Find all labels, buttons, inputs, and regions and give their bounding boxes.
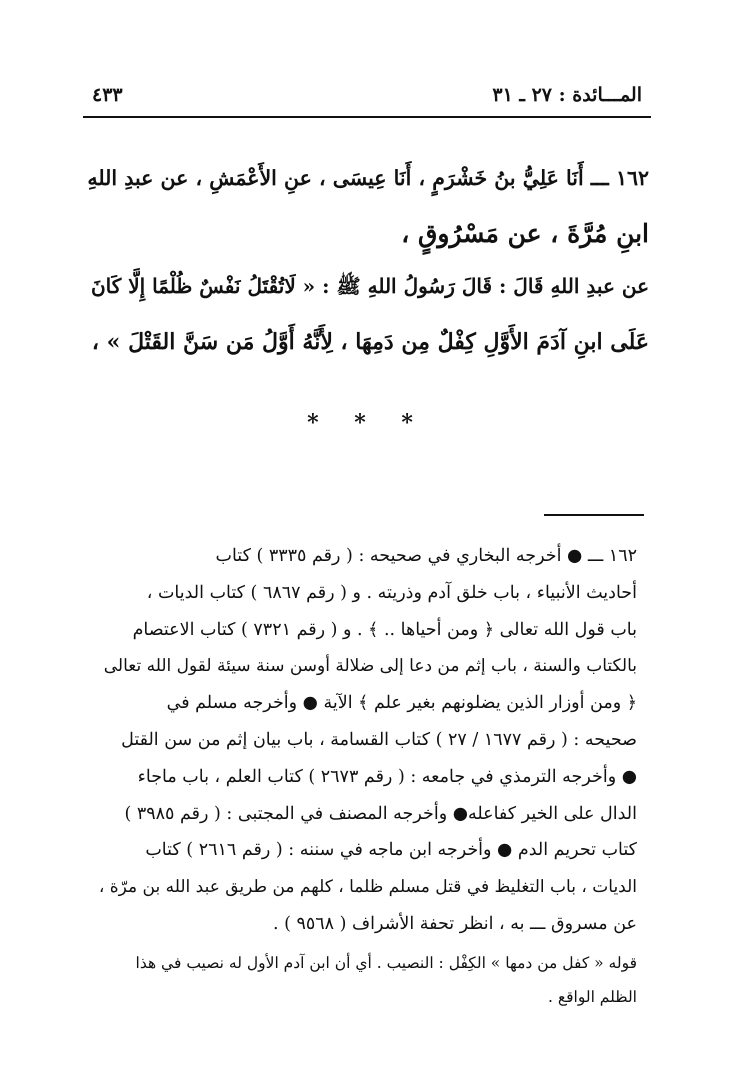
- matn-line: عن عبدِ اللهِ قَالَ : قَالَ رَسُولُ اللهِ ﷺ : « لَاتُقْتَلُ نَفْسٌ ظُلْمًا إِلَّا كَانَ: [90, 274, 649, 298]
- section-separator: * * *: [307, 410, 427, 436]
- footnote-line: ● وأخرجه الترمذي في جامعه : ( رقم ٢٦٧٣ ) كتاب العلم ، باب ماجاء: [137, 766, 637, 787]
- footnote-line: بالكتاب والسنة ، باب إثم من دعا إلى ضلالة أوسن سنة سيئة لقول الله تعالى: [103, 656, 637, 677]
- footnote-line: باب قول الله تعالى ﴿ ومن أحياها .. ﴾ . و ( رقم ٧٣٢١ ) كتاب الاعتصام: [132, 619, 637, 640]
- footnote-line: عن مسروق ـــ به ، انظر تحفة الأشراف ( ٩٥٦٨ ) .: [272, 913, 637, 934]
- footnote-rule: [544, 514, 644, 516]
- hadith-isnad: [82, 150, 649, 262]
- gloss-line: قوله « كفل من دمها » الكِفْل : النصيب . أي أن ابن آدم الأول له نصيب في هذا: [135, 954, 637, 972]
- footnote-line: ﴿ ومن أوزار الذين يضلونهم بغير علم ﴾ الآية ● وأخرجه مسلم في: [166, 693, 637, 714]
- footnote-line: الدال على الخير كفاعله● وأخرجه المصنف في المجتبى : ( رقم ٣٩٨٥ ): [124, 803, 637, 824]
- footnote-line: ١٦٢ ـــ ● أخرجه البخاري في صحيحه : ( رقم ٣٣٣٥ ) كتاب: [215, 546, 637, 566]
- isnad-line: ابنِ مُرَّةَ ، عن مَسْرُوقٍ ،: [401, 219, 649, 248]
- running-head: [92, 80, 642, 110]
- footnote-line: الديات ، باب التغليظ في قتل مسلم ظلما ، كلهم من طريق عبد الله بن مرّة ،: [98, 877, 637, 898]
- page-number: ٤٣٣: [92, 84, 123, 106]
- gloss-line: الظلم الواقع .: [548, 988, 637, 1006]
- footnote-line: كتاب تحريم الدم ● وأخرجه ابن ماجه في سننه : ( رقم ٢٦١٦ ) كتاب: [145, 840, 637, 861]
- footnote-line: أحاديث الأنبياء ، باب خلق آدم وذريته . و ( رقم ٦٨٦٧ ) كتاب الديات ،: [146, 582, 637, 603]
- footnote-takhrij: [92, 538, 637, 943]
- hadith-matn: [82, 258, 649, 370]
- section-title: المـــائدة : ٢٧ ـ ٣١: [492, 84, 642, 106]
- footnote-gloss: [92, 946, 637, 1014]
- matn-line: عَلَى ابنِ آدَمَ الأَوَّلِ كِفْلٌ مِن دَمِهَا ، لِأَنَّهُ أَوَّلُ مَن سَنَّ القَتْلَ » ،: [91, 329, 649, 355]
- isnad-line: ١٦٢ ـــ أَنَا عَلِيُّ بنُ خَشْرَمٍ ، أَنَا عِيسَى ، عنِ الأَعْمَشِ ، عن عبدِ اللهِ: [87, 166, 649, 190]
- footnote-line: صحيحه : ( رقم ١٦٧٧ / ٢٧ ) كتاب القسامة ، باب بيان إثم من سن القتل: [121, 729, 637, 750]
- header-rule: [83, 116, 651, 118]
